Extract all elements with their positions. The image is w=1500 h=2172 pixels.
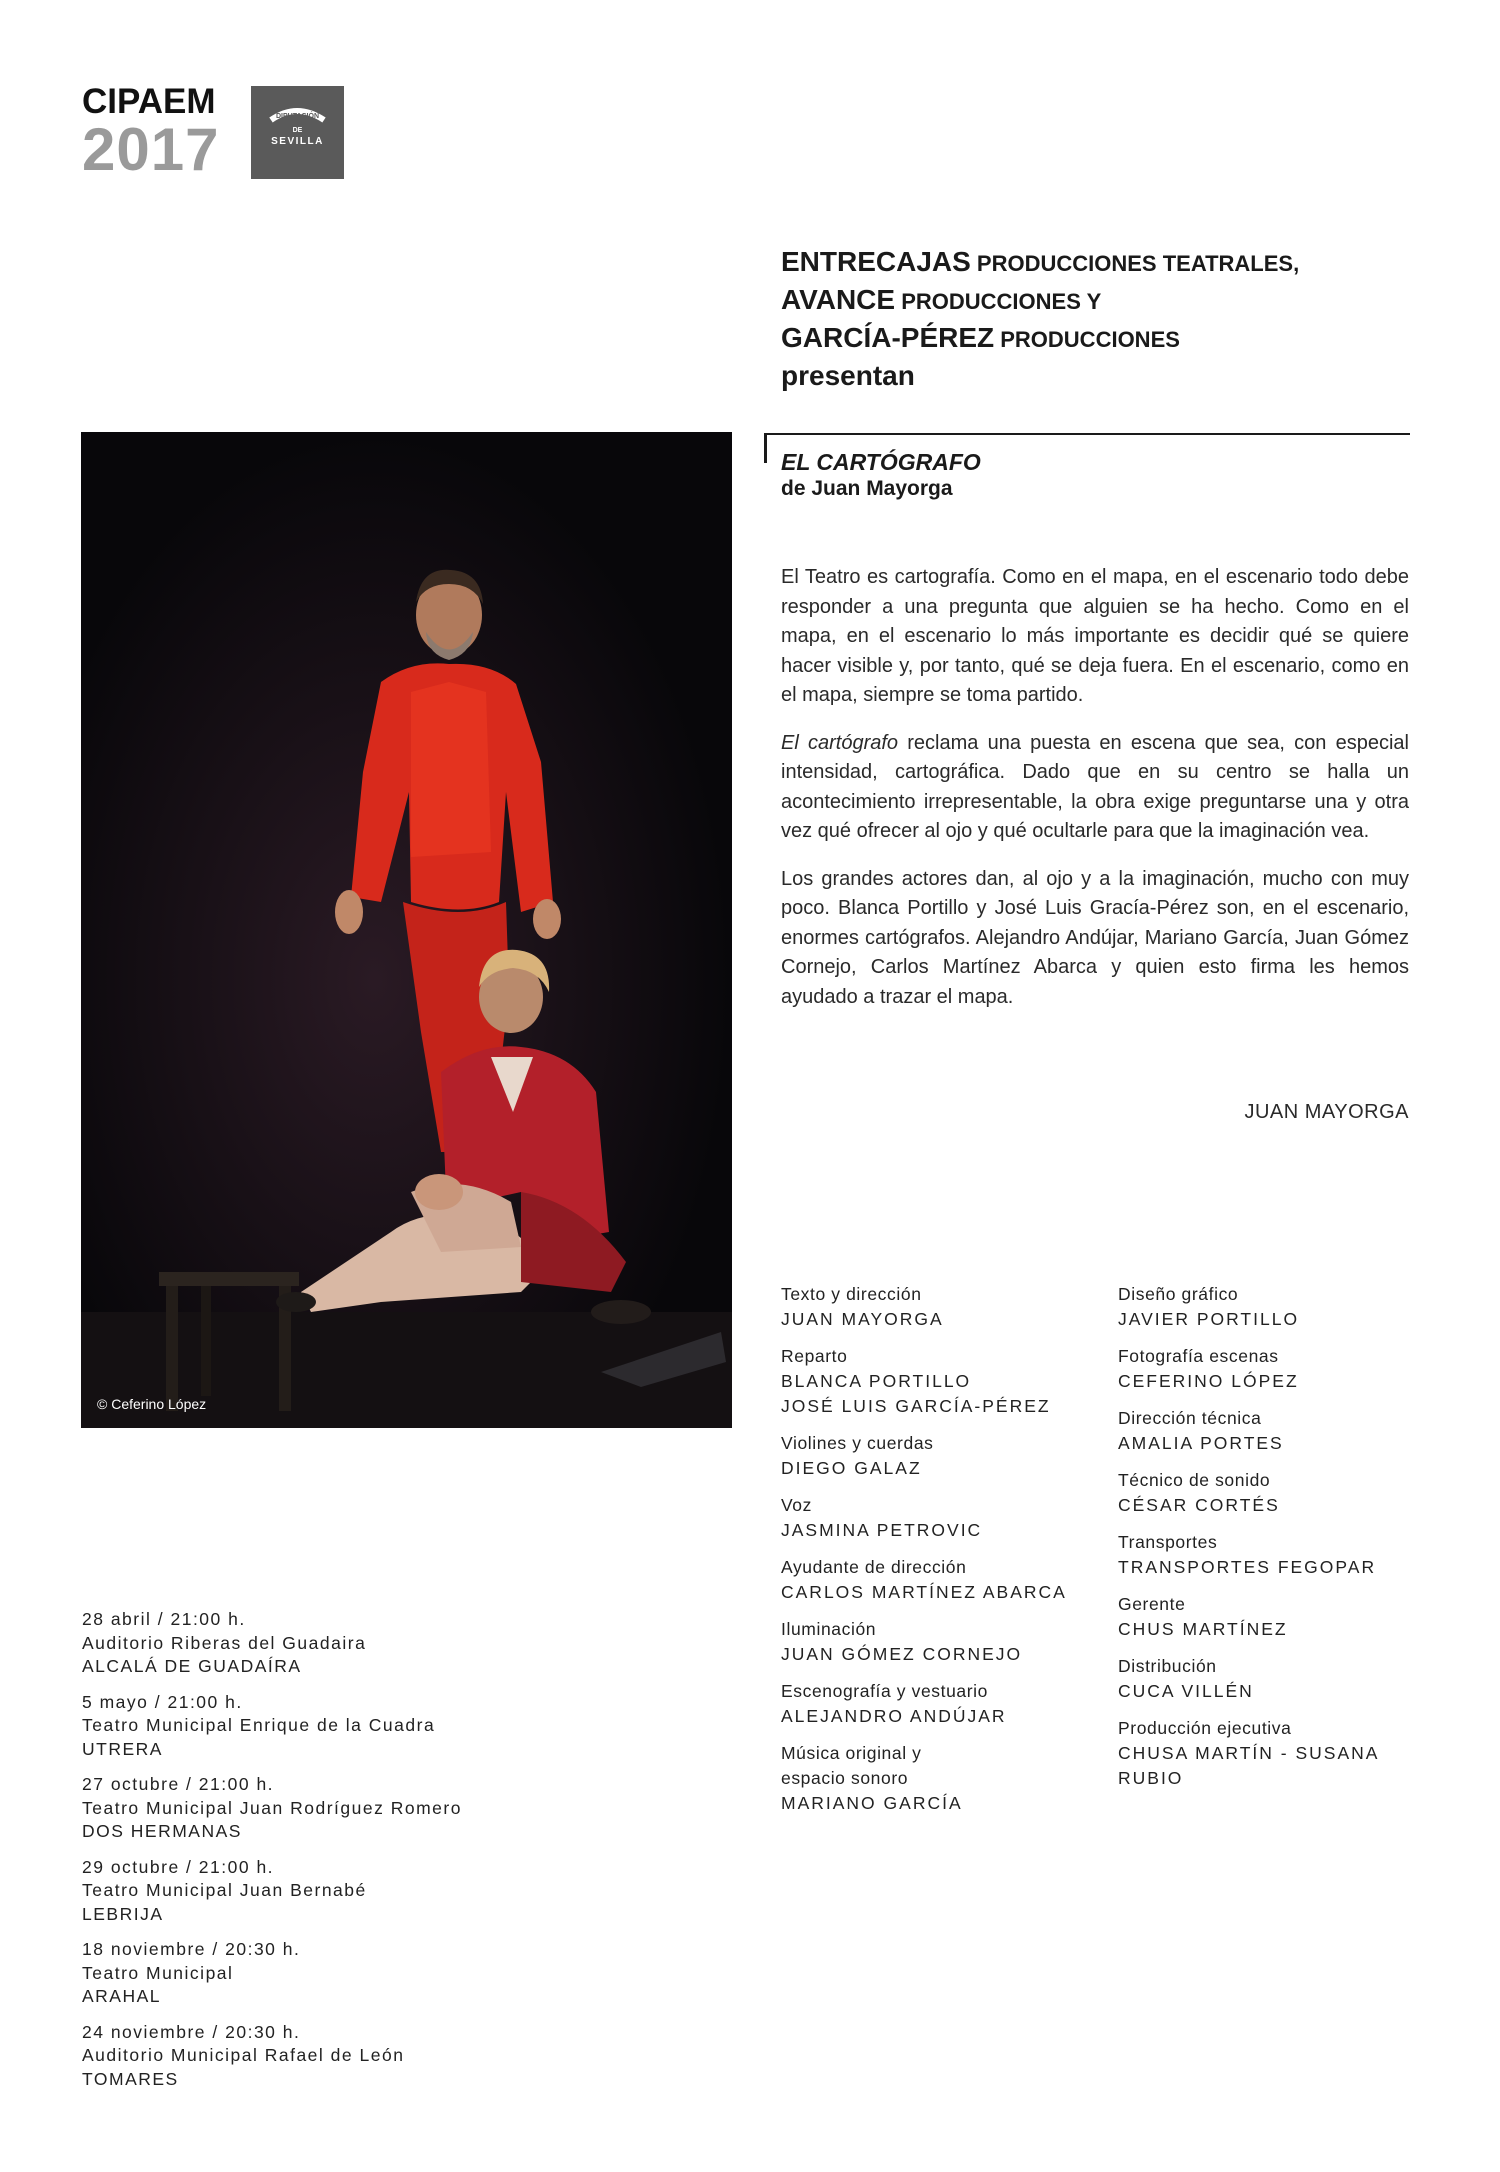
credit-entry: [781, 1741, 1111, 1816]
credit-role: espacio sonoro: [781, 1768, 909, 1788]
presenter-name: presentan: [781, 360, 915, 391]
credit-entry: [781, 1282, 1111, 1332]
presenter-line: [781, 244, 1421, 282]
presenter-suffix: PRODUCCIONES TEATRALES,: [970, 251, 1300, 276]
credit-entry: [1118, 1716, 1448, 1791]
credits-left-column: [781, 1282, 1111, 1828]
stage-photo-illustration: [81, 432, 732, 1428]
credit-entry: [1118, 1282, 1448, 1332]
credit-role: Transportes: [1118, 1532, 1218, 1552]
credit-entry: [1118, 1530, 1448, 1580]
credit-entry: [781, 1617, 1111, 1667]
performance-dates: [82, 1608, 642, 2103]
date-when: 5 mayo / 21:00 h.: [82, 1691, 243, 1712]
date-town: UTRERA: [82, 1738, 163, 1759]
date-venue: Auditorio Municipal Rafael de León: [82, 2045, 405, 2065]
date-town: ARAHAL: [82, 1986, 162, 2006]
credit-role: Voz: [781, 1495, 812, 1515]
credit-role: Dirección técnica: [1118, 1408, 1262, 1428]
credit-entry: [781, 1555, 1111, 1605]
credit-role: Iluminación: [781, 1619, 877, 1639]
credit-name: AMALIA PORTES: [1118, 1433, 1284, 1453]
credit-name: BLANCA PORTILLO: [781, 1371, 972, 1391]
credit-role: Diseño gráfico: [1118, 1284, 1239, 1304]
date-entry: [82, 1608, 642, 1679]
credit-name: MARIANO GARCÍA: [781, 1793, 963, 1813]
seal-text-top: DIPUTACIÓN: [275, 113, 320, 120]
credit-entry: [1118, 1592, 1448, 1642]
presenters-block: [781, 244, 1421, 396]
credit-name: JASMINA PETROVIC: [781, 1520, 983, 1540]
presenter-name: GARCÍA-PÉREZ: [781, 322, 995, 353]
credit-entry: [781, 1679, 1111, 1729]
credit-role: Violines y cuerdas: [781, 1433, 934, 1453]
credit-entry: [781, 1493, 1111, 1543]
date-town: DOS HERMANAS: [82, 1821, 242, 1841]
logo-cipaem: CIPAEM: [82, 82, 216, 121]
presenter-suffix: PRODUCCIONES Y: [895, 289, 1102, 314]
credit-role: Producción ejecutiva: [1118, 1718, 1292, 1738]
date-venue: Teatro Municipal: [82, 1962, 234, 1983]
presenter-line: [781, 358, 1421, 396]
credit-entry: [1118, 1468, 1448, 1518]
credit-role: Fotografía escenas: [1118, 1346, 1279, 1366]
presenter-line: [781, 320, 1421, 358]
date-when: 27 octubre / 21:00 h.: [82, 1774, 275, 1794]
date-venue: Teatro Municipal Juan Bernabé: [82, 1880, 367, 1900]
credit-name: RUBIO: [1118, 1768, 1184, 1788]
photo-credit: © Ceferino López: [97, 1396, 207, 1412]
credit-role: Distribución: [1118, 1656, 1217, 1676]
credit-name: CHUSA MARTÍN - SUSANA: [1118, 1743, 1380, 1763]
play-title: EL CARTÓGRAFO: [781, 449, 981, 475]
date-venue: Auditorio Riberas del Guadaira: [82, 1632, 367, 1653]
date-venue: Teatro Municipal Enrique de la Cuadra: [82, 1715, 436, 1735]
paragraph: El Teatro es cartografía. Como en el mapa, en el escenario todo debe responder a una pregunta que alguien se ha hecho. Como en el mapa, en el escenario lo más importante es decidir qué se quiere hacer visible y, por tanto, qué se deja fuera. En el escenario, como en el mapa, siempre se toma partido.: [781, 566, 1409, 706]
credit-name: ALEJANDRO ANDÚJAR: [781, 1706, 1007, 1726]
presenter-suffix: PRODUCCIONES: [994, 327, 1180, 352]
title-rule-vertical: [764, 433, 767, 463]
stage-photo: [81, 432, 732, 1428]
credit-role: Texto y dirección: [781, 1284, 922, 1304]
credit-entry: [781, 1431, 1111, 1481]
credit-role: Música original y: [781, 1743, 922, 1763]
diputacion-sevilla-seal: [251, 86, 344, 179]
date-when: 24 noviembre / 20:30 h.: [82, 2021, 301, 2042]
play-title-inline: El cartógrafo: [781, 731, 899, 754]
seal-text-middle: DE: [292, 127, 303, 134]
paragraph: Los grandes actores dan, al ojo y a la imaginación, mucho con muy poco. Blanca Portillo y José Luis Gracía-Pérez son, en el escenario, enormes cartógrafos. Alejandro Andújar, Mariano García, Juan Gómez Cornejo, Carlos Martínez Abarca y quien esto firma les hemos ayudado a trazar el mapa.: [781, 867, 1409, 1008]
date-entry: [82, 1773, 642, 1844]
credit-name: CÉSAR CORTÉS: [1118, 1495, 1280, 1515]
date-entry: [82, 2021, 642, 2092]
credit-role: Técnico de sonido: [1118, 1470, 1271, 1490]
date-town: ALCALÁ DE GUADAÍRA: [82, 1656, 302, 1676]
credit-entry: [1118, 1344, 1448, 1394]
date-town: LEBRIJA: [82, 1903, 164, 1924]
director-note: [781, 563, 1409, 1030]
date-entry: [82, 1938, 642, 2009]
presenter-name: AVANCE: [781, 284, 896, 315]
title-rule-horizontal: [764, 433, 1410, 435]
play-author: de Juan Mayorga: [781, 477, 953, 500]
credit-entry: [1118, 1654, 1448, 1704]
seal-text-bottom: SEVILLA: [271, 136, 324, 147]
signature: JUAN MAYORGA: [1244, 1101, 1409, 1123]
credit-name: CHUS MARTÍNEZ: [1118, 1619, 1288, 1639]
credit-name: JOSÉ LUIS GARCÍA-PÉREZ: [781, 1396, 1051, 1416]
credit-name: CEFERINO LÓPEZ: [1118, 1371, 1299, 1391]
date-entry: [82, 1856, 642, 1927]
credit-name: CARLOS MARTÍNEZ ABARCA: [781, 1582, 1067, 1602]
presenter-line: [781, 282, 1421, 320]
date-when: 29 octubre / 21:00 h.: [82, 1856, 275, 1877]
paragraph: [781, 729, 1409, 847]
credit-role: Gerente: [1118, 1594, 1186, 1614]
date-entry: [82, 1691, 642, 1762]
credit-name: TRANSPORTES FEGOPAR: [1118, 1557, 1377, 1577]
credit-role: Escenografía y vestuario: [781, 1681, 989, 1701]
credit-name: DIEGO GALAZ: [781, 1458, 922, 1478]
credits-right-column: [1118, 1282, 1448, 1803]
credit-name: CUCA VILLÉN: [1118, 1681, 1254, 1701]
credit-name: JUAN GÓMEZ CORNEJO: [781, 1644, 1023, 1664]
date-when: 28 abril / 21:00 h.: [82, 1609, 246, 1629]
credit-entry: [1118, 1406, 1448, 1456]
credit-name: JAVIER PORTILLO: [1118, 1309, 1300, 1329]
date-when: 18 noviembre / 20:30 h.: [82, 1939, 301, 1959]
credit-role: Ayudante de dirección: [781, 1557, 967, 1577]
paragraph-text: reclama una puesta en escena que sea, con especial intensidad, cartográfica. Dado que en su centro se halla un acontecimiento irrepresentable, la obra exige preguntarse una y otra vez qué ofrecer al ojo y qué ocultarle para que la imaginación vea.: [781, 731, 1409, 842]
credit-entry: [781, 1344, 1111, 1419]
credit-name: JUAN MAYORGA: [781, 1309, 944, 1329]
date-town: TOMARES: [82, 2068, 179, 2089]
date-venue: Teatro Municipal Juan Rodríguez Romero: [82, 1797, 462, 1818]
logo-year: 2017: [82, 116, 220, 183]
presenter-name: ENTRECAJAS: [781, 246, 971, 277]
credit-role: Reparto: [781, 1346, 848, 1366]
